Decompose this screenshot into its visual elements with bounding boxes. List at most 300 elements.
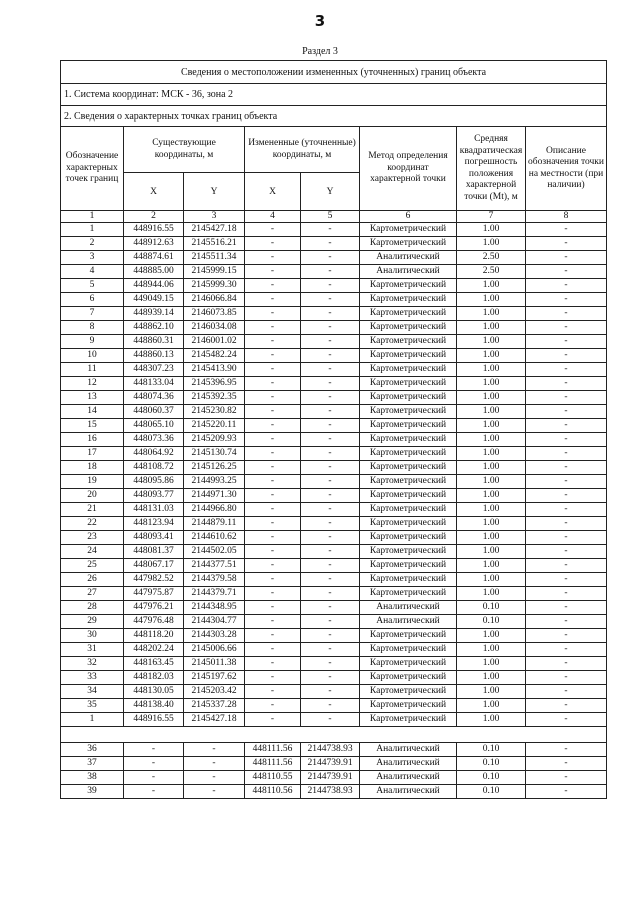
changed-x-cell: -: [245, 601, 301, 615]
changed-y-cell: -: [301, 419, 360, 433]
method-cell: Картометрический: [360, 279, 457, 293]
table-row: [61, 251, 607, 265]
point-id-cell: 38: [61, 771, 124, 785]
point-id-cell: 3: [61, 251, 124, 265]
changed-x-cell: -: [245, 447, 301, 461]
accuracy-cell: 1.00: [457, 699, 526, 713]
changed-x-cell: 448110.55: [245, 771, 301, 785]
changed-x-cell: -: [245, 517, 301, 531]
column-number-cell: 8: [526, 211, 607, 223]
description-cell: -: [526, 587, 607, 601]
column-number-cell: 5: [301, 211, 360, 223]
changed-x-cell: -: [245, 293, 301, 307]
header-changed-x: X: [245, 173, 301, 211]
header-existing-coords: Существующие координаты, м: [124, 127, 245, 173]
existing-y-cell: 2145006.66: [184, 643, 245, 657]
accuracy-cell: 0.10: [457, 771, 526, 785]
point-id-cell: 11: [61, 363, 124, 377]
column-number-cell: 6: [360, 211, 457, 223]
method-cell: Картометрический: [360, 559, 457, 573]
existing-x-cell: 447976.48: [124, 615, 184, 629]
existing-x-cell: 448163.45: [124, 657, 184, 671]
existing-y-cell: 2145011.38: [184, 657, 245, 671]
method-cell: Картометрический: [360, 391, 457, 405]
changed-y-cell: -: [301, 265, 360, 279]
header-existing-x: X: [124, 173, 184, 211]
changed-x-cell: -: [245, 321, 301, 335]
method-cell: Картометрический: [360, 447, 457, 461]
changed-x-cell: 448111.56: [245, 757, 301, 771]
existing-y-cell: 2144966.80: [184, 503, 245, 517]
existing-y-cell: 2144502.05: [184, 545, 245, 559]
accuracy-cell: 0.10: [457, 615, 526, 629]
existing-y-cell: 2144971.30: [184, 489, 245, 503]
table-row: [61, 265, 607, 279]
table-title: Сведения о местоположении измененных (уточненных) границ объекта: [61, 61, 607, 84]
existing-x-cell: 447975.87: [124, 587, 184, 601]
accuracy-cell: 1.00: [457, 517, 526, 531]
method-cell: Картометрический: [360, 531, 457, 545]
existing-x-cell: -: [124, 785, 184, 799]
changed-x-cell: -: [245, 489, 301, 503]
existing-y-cell: 2144379.58: [184, 573, 245, 587]
existing-x-cell: 448074.36: [124, 391, 184, 405]
column-number-cell: 4: [245, 211, 301, 223]
changed-x-cell: -: [245, 461, 301, 475]
point-id-cell: 21: [61, 503, 124, 517]
changed-y-cell: -: [301, 601, 360, 615]
column-number-cell: 3: [184, 211, 245, 223]
point-id-cell: 5: [61, 279, 124, 293]
accuracy-cell: 2.50: [457, 251, 526, 265]
changed-y-cell: -: [301, 531, 360, 545]
existing-x-cell: 448065.10: [124, 419, 184, 433]
point-id-cell: 1: [61, 223, 124, 237]
changed-y-cell: -: [301, 615, 360, 629]
changed-y-cell: -: [301, 587, 360, 601]
column-number-cell: 7: [457, 211, 526, 223]
header-method: Метод определения координат характерной точки: [360, 127, 457, 211]
description-cell: -: [526, 713, 607, 727]
description-cell: -: [526, 685, 607, 699]
accuracy-cell: 1.00: [457, 559, 526, 573]
table-row: [61, 405, 607, 419]
method-cell: Картометрический: [360, 685, 457, 699]
point-id-cell: 24: [61, 545, 124, 559]
changed-x-cell: -: [245, 279, 301, 293]
description-cell: -: [526, 615, 607, 629]
method-cell: Картометрический: [360, 461, 457, 475]
changed-y-cell: -: [301, 657, 360, 671]
changed-y-cell: -: [301, 293, 360, 307]
accuracy-cell: 1.00: [457, 685, 526, 699]
method-cell: Картометрический: [360, 587, 457, 601]
changed-y-cell: -: [301, 685, 360, 699]
method-cell: Картометрический: [360, 643, 457, 657]
changed-x-cell: -: [245, 657, 301, 671]
description-cell: -: [526, 321, 607, 335]
changed-x-cell: -: [245, 503, 301, 517]
accuracy-cell: 1.00: [457, 657, 526, 671]
existing-y-cell: 2145203.42: [184, 685, 245, 699]
table-row: [61, 757, 607, 771]
point-id-cell: 17: [61, 447, 124, 461]
description-cell: -: [526, 391, 607, 405]
method-cell: Картометрический: [360, 699, 457, 713]
method-cell: Картометрический: [360, 223, 457, 237]
changed-y-cell: -: [301, 545, 360, 559]
description-cell: -: [526, 785, 607, 799]
changed-x-cell: -: [245, 335, 301, 349]
changed-y-cell: -: [301, 433, 360, 447]
point-id-cell: 26: [61, 573, 124, 587]
changed-x-cell: -: [245, 573, 301, 587]
existing-x-cell: 448916.55: [124, 223, 184, 237]
table-row: [61, 349, 607, 363]
table-row: [61, 657, 607, 671]
existing-y-cell: 2145209.93: [184, 433, 245, 447]
table-row: [61, 307, 607, 321]
table-row: [61, 785, 607, 799]
changed-y-cell: 2144739.91: [301, 771, 360, 785]
point-id-cell: 27: [61, 587, 124, 601]
description-cell: -: [526, 251, 607, 265]
description-cell: -: [526, 377, 607, 391]
accuracy-cell: 1.00: [457, 363, 526, 377]
point-id-cell: 39: [61, 785, 124, 799]
existing-y-cell: 2144303.28: [184, 629, 245, 643]
existing-x-cell: 448133.04: [124, 377, 184, 391]
existing-x-cell: 448067.17: [124, 559, 184, 573]
point-id-cell: 12: [61, 377, 124, 391]
existing-x-cell: 448860.13: [124, 349, 184, 363]
existing-x-cell: 448123.94: [124, 517, 184, 531]
description-cell: -: [526, 223, 607, 237]
method-cell: Картометрический: [360, 489, 457, 503]
existing-y-cell: 2144610.62: [184, 531, 245, 545]
existing-y-cell: 2144348.95: [184, 601, 245, 615]
existing-y-cell: 2146001.02: [184, 335, 245, 349]
method-cell: Картометрический: [360, 671, 457, 685]
point-id-cell: 13: [61, 391, 124, 405]
table-row: [61, 643, 607, 657]
header-changed-coords: Измененные (уточненные) координаты, м: [245, 127, 360, 173]
point-id-cell: 36: [61, 743, 124, 757]
changed-y-cell: -: [301, 699, 360, 713]
changed-y-cell: -: [301, 517, 360, 531]
accuracy-cell: 1.00: [457, 223, 526, 237]
point-id-cell: 35: [61, 699, 124, 713]
table-row: [61, 363, 607, 377]
changed-x-cell: -: [245, 629, 301, 643]
method-cell: Аналитический: [360, 251, 457, 265]
existing-x-cell: 448916.55: [124, 713, 184, 727]
changed-x-cell: -: [245, 559, 301, 573]
section-title: Раздел 3: [302, 46, 338, 57]
method-cell: Картометрический: [360, 629, 457, 643]
column-number-cell: 2: [124, 211, 184, 223]
method-cell: Картометрический: [360, 349, 457, 363]
existing-y-cell: 2144304.77: [184, 615, 245, 629]
changed-x-cell: -: [245, 223, 301, 237]
table-row: [61, 461, 607, 475]
changed-x-cell: -: [245, 419, 301, 433]
method-cell: Картометрический: [360, 335, 457, 349]
changed-x-cell: -: [245, 391, 301, 405]
table-row: [61, 503, 607, 517]
accuracy-cell: 1.00: [457, 237, 526, 251]
existing-y-cell: 2145413.90: [184, 363, 245, 377]
accuracy-cell: 1.00: [457, 503, 526, 517]
table-row: [61, 517, 607, 531]
point-id-cell: 23: [61, 531, 124, 545]
accuracy-cell: 1.00: [457, 419, 526, 433]
table-row: [61, 587, 607, 601]
accuracy-cell: 1.00: [457, 349, 526, 363]
point-id-cell: 28: [61, 601, 124, 615]
changed-x-cell: -: [245, 265, 301, 279]
header-description: Описание обозначения точки на местности (при наличии): [526, 127, 607, 211]
changed-x-cell: -: [245, 671, 301, 685]
existing-x-cell: 448138.40: [124, 699, 184, 713]
header-existing-y: Y: [184, 173, 245, 211]
changed-y-cell: -: [301, 349, 360, 363]
description-cell: -: [526, 265, 607, 279]
changed-x-cell: -: [245, 643, 301, 657]
existing-x-cell: 448073.36: [124, 433, 184, 447]
point-id-cell: 10: [61, 349, 124, 363]
existing-y-cell: 2145511.34: [184, 251, 245, 265]
point-id-cell: 32: [61, 657, 124, 671]
existing-y-cell: 2145999.30: [184, 279, 245, 293]
header-changed-y: Y: [301, 173, 360, 211]
method-cell: Аналитический: [360, 615, 457, 629]
changed-y-cell: -: [301, 279, 360, 293]
point-id-cell: 6: [61, 293, 124, 307]
table-row: [61, 279, 607, 293]
existing-y-cell: 2144993.25: [184, 475, 245, 489]
table-row: [61, 713, 607, 727]
accuracy-cell: 1.00: [457, 475, 526, 489]
separator-row: [61, 727, 607, 743]
description-cell: -: [526, 279, 607, 293]
table-row: [61, 771, 607, 785]
description-cell: -: [526, 643, 607, 657]
accuracy-cell: 0.10: [457, 601, 526, 615]
table-row: [61, 433, 607, 447]
changed-x-cell: 448111.56: [245, 743, 301, 757]
table-row: [61, 293, 607, 307]
table-row: [61, 573, 607, 587]
accuracy-cell: 1.00: [457, 489, 526, 503]
point-id-cell: 22: [61, 517, 124, 531]
changed-x-cell: -: [245, 531, 301, 545]
accuracy-cell: 0.10: [457, 757, 526, 771]
point-id-cell: 30: [61, 629, 124, 643]
description-cell: -: [526, 363, 607, 377]
boundary-points-table: [60, 60, 607, 799]
description-cell: -: [526, 699, 607, 713]
existing-x-cell: -: [124, 771, 184, 785]
description-cell: -: [526, 601, 607, 615]
existing-x-cell: 448885.00: [124, 265, 184, 279]
accuracy-cell: 1.00: [457, 461, 526, 475]
changed-x-cell: -: [245, 685, 301, 699]
changed-x-cell: -: [245, 251, 301, 265]
method-cell: Картометрический: [360, 419, 457, 433]
page-number: 3: [314, 12, 326, 30]
existing-x-cell: 448093.41: [124, 531, 184, 545]
description-cell: -: [526, 307, 607, 321]
point-id-cell: 33: [61, 671, 124, 685]
point-id-cell: 34: [61, 685, 124, 699]
description-cell: -: [526, 771, 607, 785]
changed-x-cell: -: [245, 587, 301, 601]
point-id-cell: 25: [61, 559, 124, 573]
changed-y-cell: -: [301, 321, 360, 335]
changed-y-cell: -: [301, 713, 360, 727]
method-cell: Картометрический: [360, 377, 457, 391]
existing-y-cell: 2145516.21: [184, 237, 245, 251]
table-row: [61, 489, 607, 503]
changed-y-cell: -: [301, 475, 360, 489]
existing-x-cell: 448060.37: [124, 405, 184, 419]
table-row: [61, 629, 607, 643]
changed-y-cell: -: [301, 307, 360, 321]
changed-y-cell: 2144739.91: [301, 757, 360, 771]
changed-x-cell: -: [245, 475, 301, 489]
method-cell: Картометрический: [360, 503, 457, 517]
changed-x-cell: -: [245, 615, 301, 629]
table-row: [61, 615, 607, 629]
existing-y-cell: 2144379.71: [184, 587, 245, 601]
existing-x-cell: 448131.03: [124, 503, 184, 517]
accuracy-cell: 1.00: [457, 279, 526, 293]
changed-y-cell: -: [301, 671, 360, 685]
description-cell: -: [526, 405, 607, 419]
method-cell: Аналитический: [360, 601, 457, 615]
description-cell: -: [526, 447, 607, 461]
table-row: [61, 743, 607, 757]
existing-x-cell: 448874.61: [124, 251, 184, 265]
changed-x-cell: -: [245, 377, 301, 391]
changed-y-cell: -: [301, 391, 360, 405]
accuracy-cell: 1.00: [457, 405, 526, 419]
changed-x-cell: -: [245, 405, 301, 419]
changed-y-cell: -: [301, 643, 360, 657]
accuracy-cell: 1.00: [457, 531, 526, 545]
method-cell: Аналитический: [360, 785, 457, 799]
table-row: [61, 699, 607, 713]
column-number-cell: 1: [61, 211, 124, 223]
description-cell: -: [526, 743, 607, 757]
method-cell: Картометрический: [360, 363, 457, 377]
existing-x-cell: 448862.10: [124, 321, 184, 335]
table-row: [61, 447, 607, 461]
changed-y-cell: -: [301, 489, 360, 503]
changed-y-cell: 2144738.93: [301, 743, 360, 757]
accuracy-cell: 1.00: [457, 545, 526, 559]
changed-y-cell: -: [301, 447, 360, 461]
method-cell: Аналитический: [360, 743, 457, 757]
method-cell: Картометрический: [360, 307, 457, 321]
accuracy-cell: 1.00: [457, 447, 526, 461]
accuracy-cell: 0.10: [457, 785, 526, 799]
existing-y-cell: 2145482.24: [184, 349, 245, 363]
header-accuracy: Средняя квадратическая погрешность положения характерной точки (Mt), м: [457, 127, 526, 211]
changed-x-cell: -: [245, 363, 301, 377]
changed-x-cell: -: [245, 307, 301, 321]
table-row: [61, 335, 607, 349]
description-cell: -: [526, 237, 607, 251]
point-id-cell: 19: [61, 475, 124, 489]
changed-y-cell: -: [301, 251, 360, 265]
description-cell: -: [526, 671, 607, 685]
point-id-cell: 2: [61, 237, 124, 251]
accuracy-cell: 1.00: [457, 573, 526, 587]
point-id-cell: 29: [61, 615, 124, 629]
point-id-cell: 8: [61, 321, 124, 335]
existing-y-cell: -: [184, 757, 245, 771]
method-cell: Картометрический: [360, 517, 457, 531]
changed-y-cell: -: [301, 503, 360, 517]
existing-y-cell: 2145126.25: [184, 461, 245, 475]
point-id-cell: 37: [61, 757, 124, 771]
changed-y-cell: -: [301, 237, 360, 251]
existing-x-cell: 449049.15: [124, 293, 184, 307]
separator-cell: [61, 727, 607, 743]
accuracy-cell: 1.00: [457, 335, 526, 349]
table-row: [61, 475, 607, 489]
existing-y-cell: 2145427.18: [184, 223, 245, 237]
method-cell: Картометрический: [360, 433, 457, 447]
existing-y-cell: 2144879.11: [184, 517, 245, 531]
table-row: [61, 685, 607, 699]
method-cell: Аналитический: [360, 771, 457, 785]
accuracy-cell: 1.00: [457, 671, 526, 685]
existing-x-cell: 448944.06: [124, 279, 184, 293]
existing-y-cell: 2146073.85: [184, 307, 245, 321]
existing-x-cell: 448912.63: [124, 237, 184, 251]
points-info-label: 2. Сведения о характерных точках границ объекта: [61, 106, 607, 127]
description-cell: -: [526, 419, 607, 433]
changed-x-cell: 448110.56: [245, 785, 301, 799]
existing-y-cell: 2145999.15: [184, 265, 245, 279]
changed-y-cell: -: [301, 363, 360, 377]
description-cell: -: [526, 349, 607, 363]
method-cell: Картометрический: [360, 713, 457, 727]
accuracy-cell: 1.00: [457, 377, 526, 391]
table-row: [61, 671, 607, 685]
existing-x-cell: 448307.23: [124, 363, 184, 377]
existing-y-cell: 2145392.35: [184, 391, 245, 405]
point-id-cell: 4: [61, 265, 124, 279]
existing-x-cell: 448860.31: [124, 335, 184, 349]
existing-x-cell: -: [124, 743, 184, 757]
existing-y-cell: 2145197.62: [184, 671, 245, 685]
changed-y-cell: 2144738.93: [301, 785, 360, 799]
existing-x-cell: 448081.37: [124, 545, 184, 559]
method-cell: Картометрический: [360, 657, 457, 671]
description-cell: -: [526, 757, 607, 771]
changed-y-cell: -: [301, 335, 360, 349]
changed-y-cell: -: [301, 629, 360, 643]
existing-x-cell: -: [124, 757, 184, 771]
existing-x-cell: 448118.20: [124, 629, 184, 643]
method-cell: Картометрический: [360, 293, 457, 307]
changed-x-cell: -: [245, 237, 301, 251]
point-id-cell: 20: [61, 489, 124, 503]
